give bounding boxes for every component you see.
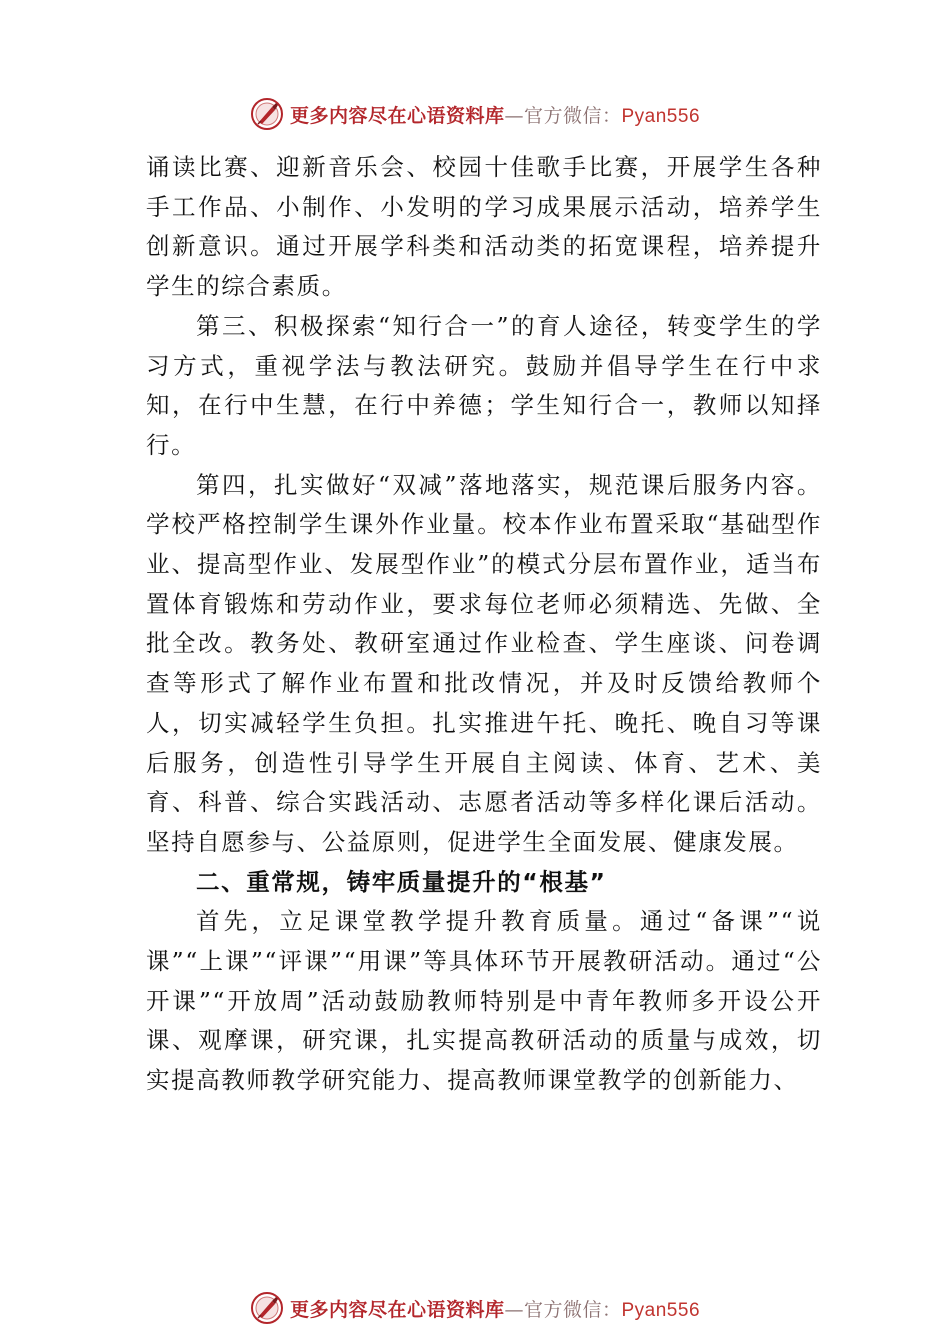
header-banner-wechat-id: Pyan556 [621,105,701,127]
paragraph-third: 第三、积极探索“知行合一”的育人途径，转变学生的学习方式，重视学法与教法研究。鼓励并倡导学生在行中求知，在行中生慧，在行中养德；学生知行合一，教师以知择行。 [146,311,822,459]
document-body [146,148,822,1101]
header-banner-text [290,101,700,128]
fountain-pen-logo-icon [250,1291,284,1325]
footer-banner [0,1288,950,1328]
footer-banner-text [290,1295,700,1322]
footer-banner-title: 更多内容尽在心语资料库 [289,1298,505,1321]
footer-banner-wechat-label: 官方微信： [523,1298,622,1321]
header-banner [0,94,950,134]
paragraph-continuation: 诵读比赛、迎新音乐会、校园十佳歌手比赛，开展学生各种手工作品、小制作、小发明的学习成果展示活动，培养学生创新意识。通过开展学科类和活动类的拓宽课程，培养提升学生的综合素质。 [146,153,822,301]
header-banner-separator: — [504,104,524,127]
footer-banner-wechat-id: Pyan556 [621,1299,701,1321]
footer-banner-separator: — [504,1298,524,1321]
paragraph-first-of-section: 首先，立足课堂教学提升教育质量。通过“备课”“说课”“上课”“评课”“用课”等具体环节开展教研活动。通过“公开课”“开放周”活动鼓励教师特别是中青年教师多开设公开课、观摩课，研究课，扎实提高教研活动的质量与成效，切实提高教师教学研究能力、提高教师课堂教学的创新能力、 [146,907,822,1095]
section-heading: 二、重常规，铸牢质量提升的“根基” [196,867,607,896]
paragraph-fourth: 第四，扎实做好“双减”落地落实，规范课后服务内容。学校严格控制学生课外作业量。校本作业布置采取“基础型作业、提高型作业、发展型作业”的模式分层布置作业，适当布置体育锻炼和劳动作业，要求每位老师必须精选、先做、全批全改。教务处、教研室通过作业检查、学生座谈、问卷调查等形式了解作业布置和批改情况，并及时反馈给教师个人，切实减轻学生负担。扎实推进午托、晚托、晚自习等课后服务，创造性引导学生开展自主阅读、体育、艺术、美育、科普、综合实践活动、志愿者活动等多样化课后活动。坚持自愿参与、公益原则，促进学生全面发展、健康发展。 [146,470,822,856]
header-banner-title: 更多内容尽在心语资料库 [289,104,505,127]
header-banner-wechat-label: 官方微信： [523,104,622,127]
fountain-pen-logo-icon [250,97,284,131]
